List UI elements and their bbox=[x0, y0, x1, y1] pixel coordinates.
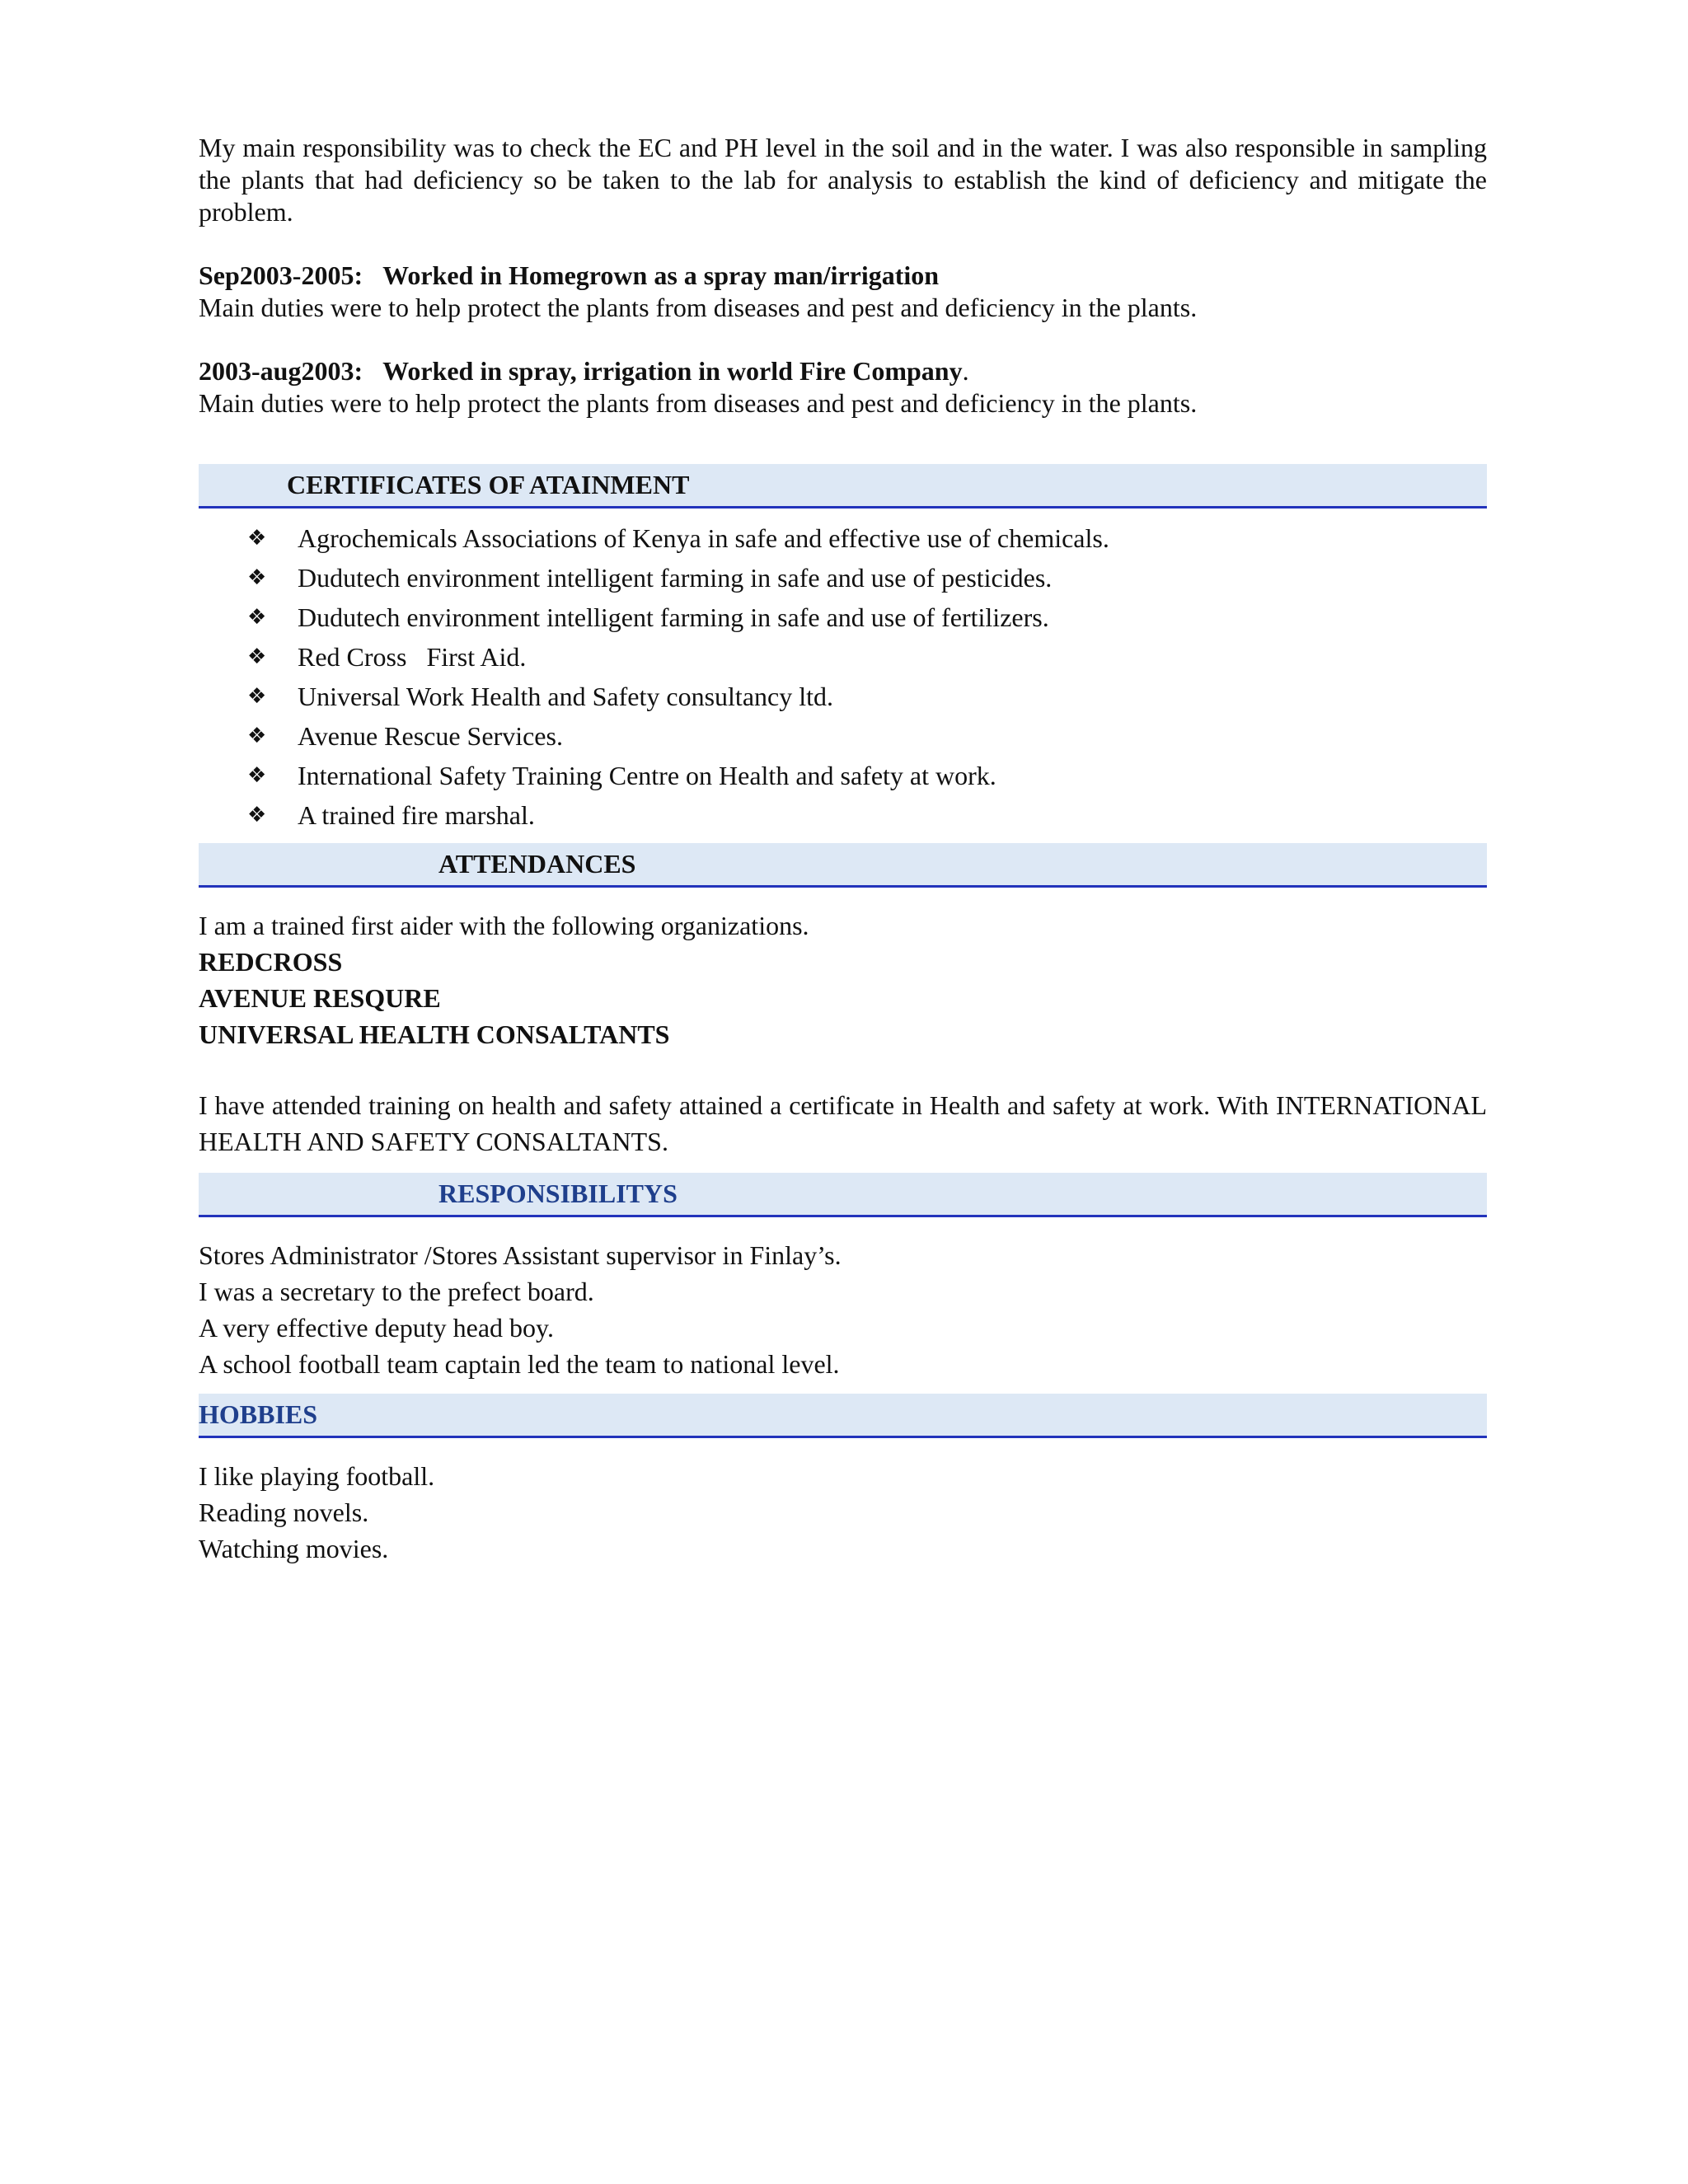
attendances-intro: I am a trained first aider with the following organizations. bbox=[199, 911, 809, 940]
intro-paragraph: My main responsibility was to check the EC and PH level in the soil and in the water. I was also responsible in sampling the plants that had deficiency so be taken to the lab for analysis to establish the kind of deficiency and mitigate the problem. bbox=[199, 133, 1487, 227]
hobby-item: Watching movies. bbox=[199, 1534, 389, 1563]
job-title-suffix: . bbox=[962, 356, 969, 386]
attendances-heading: ATTENDANCES bbox=[438, 849, 636, 879]
spacer bbox=[199, 1382, 1487, 1394]
diamond-bullet-icon: ❖ bbox=[247, 724, 267, 748]
spacer bbox=[199, 835, 1487, 843]
job-dates: Sep2003-2005: bbox=[199, 260, 363, 290]
job-position: Worked in spray, irrigation in world Fire Company bbox=[382, 356, 963, 386]
list-item: ❖ Red Cross First Aid. bbox=[199, 637, 1487, 677]
responsibility-item: Stores Administrator /Stores Assistant supervisor in Finlay’s. bbox=[199, 1240, 842, 1270]
job-title-2 bbox=[199, 355, 1487, 387]
job-description-2: Main duties were to help protect the plants from diseases and pest and deficiency in the plants. bbox=[199, 388, 1198, 418]
job-dates: 2003-aug2003: bbox=[199, 356, 363, 386]
diamond-bullet-icon: ❖ bbox=[247, 763, 267, 788]
spacer bbox=[199, 509, 1487, 518]
list-item: ❖ Agrochemicals Associations of Kenya in safe and effective use of chemicals. bbox=[199, 518, 1487, 558]
certificates-heading: CERTIFICATES OF ATAINMENT bbox=[287, 470, 690, 499]
job-position: Worked in Homegrown as a spray man/irrigation bbox=[382, 260, 940, 290]
hobby-item: I like playing football. bbox=[199, 1461, 435, 1491]
resume-page bbox=[199, 132, 1487, 1567]
spacer bbox=[199, 1052, 1487, 1087]
diamond-bullet-icon: ❖ bbox=[247, 526, 267, 551]
list-item: ❖ Dudutech environment intelligent farming in safe and use of pesticides. bbox=[199, 558, 1487, 598]
list-item: ❖ Avenue Rescue Services. bbox=[199, 716, 1487, 756]
diamond-bullet-icon: ❖ bbox=[247, 565, 267, 590]
list-item: ❖ International Safety Training Centre on Health and safety at work. bbox=[199, 756, 1487, 795]
spacer bbox=[199, 228, 1487, 260]
diamond-bullet-icon: ❖ bbox=[247, 644, 267, 669]
spacer bbox=[199, 1160, 1487, 1173]
list-item: ❖ A trained fire marshal. bbox=[199, 795, 1487, 835]
diamond-bullet-icon: ❖ bbox=[247, 803, 267, 827]
hobbies-section-header bbox=[199, 1394, 1487, 1438]
spacer bbox=[199, 324, 1487, 355]
spacer bbox=[199, 1217, 1487, 1237]
hobby-item: Reading novels. bbox=[199, 1497, 369, 1527]
attendances-section-header bbox=[199, 843, 1487, 888]
organization-item: REDCROSS bbox=[199, 947, 343, 977]
diamond-bullet-icon: ❖ bbox=[247, 684, 267, 709]
responsibility-item: I was a secretary to the prefect board. bbox=[199, 1277, 594, 1306]
list-item: ❖ Universal Work Health and Safety consultancy ltd. bbox=[199, 677, 1487, 716]
spacer bbox=[199, 888, 1487, 907]
responsibility-item: A very effective deputy head boy. bbox=[199, 1313, 554, 1343]
attendances-training: I have attended training on health and safety attained a certificate in Health and safety at work. With INTERNATIONAL HEALTH AND SAFETY CONSALTANTS. bbox=[199, 1090, 1487, 1156]
organization-item: AVENUE RESQURE bbox=[199, 983, 441, 1013]
responsibilities-heading: RESPONSIBILITYS bbox=[438, 1179, 678, 1208]
responsibility-item: A school football team captain led the team to national level. bbox=[199, 1349, 840, 1379]
spacer bbox=[199, 1438, 1487, 1458]
hobbies-heading: HOBBIES bbox=[199, 1399, 318, 1429]
job-description-1: Main duties were to help protect the plants from diseases and pest and deficiency in the plants. bbox=[199, 293, 1198, 322]
certificates-list bbox=[199, 518, 1487, 835]
spacer bbox=[199, 419, 1487, 464]
organization-item: UNIVERSAL HEALTH CONSALTANTS bbox=[199, 1019, 670, 1049]
diamond-bullet-icon: ❖ bbox=[247, 605, 267, 630]
list-item: ❖ Dudutech environment intelligent farming in safe and use of fertilizers. bbox=[199, 598, 1487, 637]
certificates-section-header bbox=[199, 464, 1487, 509]
job-title-1 bbox=[199, 260, 1487, 292]
responsibilities-section-header bbox=[199, 1173, 1487, 1217]
